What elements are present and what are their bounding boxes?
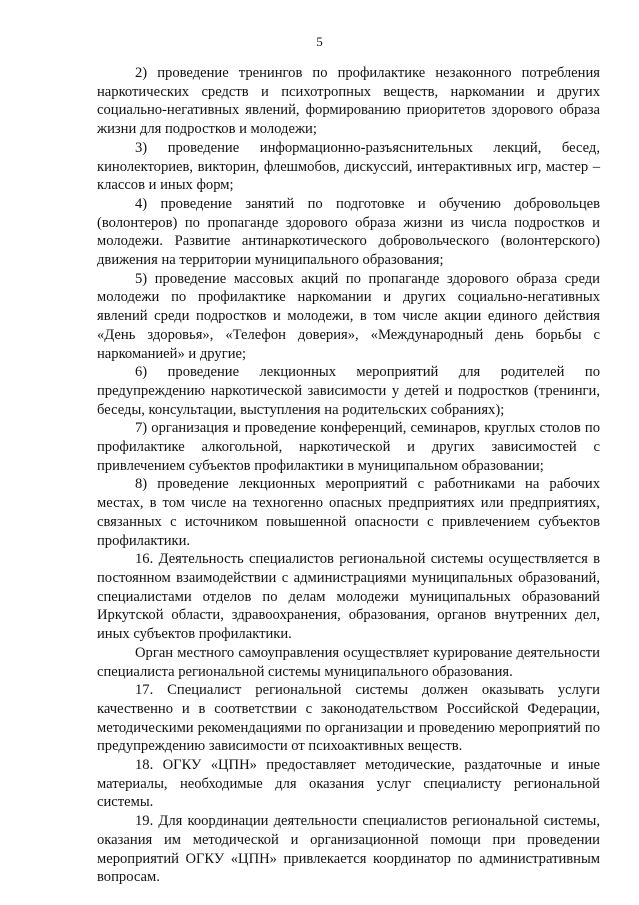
paragraph-item-2: 2) проведение тренингов по профилактике незаконного потребления наркотических средств и психотропных веществ, наркомании и других социально-негативных явлений, формированию приоритетов здорового образа жизни для подростков и молодежи;: [97, 65, 600, 138]
paragraph-17: 17. Специалист региональной системы должен оказывать услуги качественно и в соответствии с законодательством Российской Федерации, методическими рекомендациями по организации и проведению мероприятий по предупреждению зависимости от психоактивных веществ.: [97, 682, 600, 755]
paragraph-16: 16. Деятельность специалистов региональной системы осуществляется в постоянном взаимодействии с администрациями муниципальных образований, специалистами отделов по делам молодежи муниципальных образований Иркутской области, здравоохранения, образования, органов внутренних дел, иных субъектов профилактики.: [97, 551, 600, 643]
paragraph-item-7: 7) организация и проведение конференций, семинаров, круглых столов по профилактике алкогольной, наркотической и других зависимостей с привлечением субъектов профилактики в муниципальном образовании;: [97, 420, 600, 474]
paragraph-item-5: 5) проведение массовых акций по пропаганде здорового образа среди молодежи по профилактике наркомании и других социально-негативных явлений среди подростков и молодежи, в том числе акции единого действия «День здоровья», «Телефон доверия», «Международный день борьбы с наркоманией» и другие;: [97, 270, 600, 362]
page-number: 5: [316, 34, 323, 49]
paragraph-item-3: 3) проведение информационно-разъяснительных лекций, бесед, кинолекториев, викторин, флешмобов, дискуссий, интерактивных игр, мастер – классов и иных форм;: [97, 139, 600, 194]
paragraph-18: 18. ОГКУ «ЦПН» предоставляет методические, раздаточные и иные материалы, необходимые для оказания услуг специалисту региональной системы.: [97, 757, 600, 811]
document-body: [97, 64, 600, 887]
paragraph-item-4: 4) проведение занятий по подготовке и обучению добровольцев (волонтеров) по пропаганде здорового образа жизни из числа подростков и молодежи. Развитие антинаркотического добровольческого (волонтерского) движения на территории муниципального образования;: [97, 195, 600, 269]
paragraph-item-8: 8) проведение лекционных мероприятий с работниками на рабочих местах, в том числе на техногенно опасных предприятиях или предприятиях, связанных с источником повышенной опасности с привлечением субъектов профилактики.: [97, 476, 600, 549]
paragraph-16-oms: Орган местного самоуправления осуществляет курирование деятельности специалиста региональной системы муниципального образования.: [97, 644, 600, 680]
paragraph-19: 19. Для координации деятельности специалистов региональной системы, оказания им методической и организационной помощи при проведении мероприятий ОГКУ «ЦПН» привлекается координатор по административным вопросам.: [97, 813, 600, 886]
paragraph-item-6: 6) проведение лекционных мероприятий для родителей по предупреждению наркотической зависимости у детей и подростков (тренинги, беседы, консультации, выступления на родительских собраниях);: [97, 364, 600, 418]
